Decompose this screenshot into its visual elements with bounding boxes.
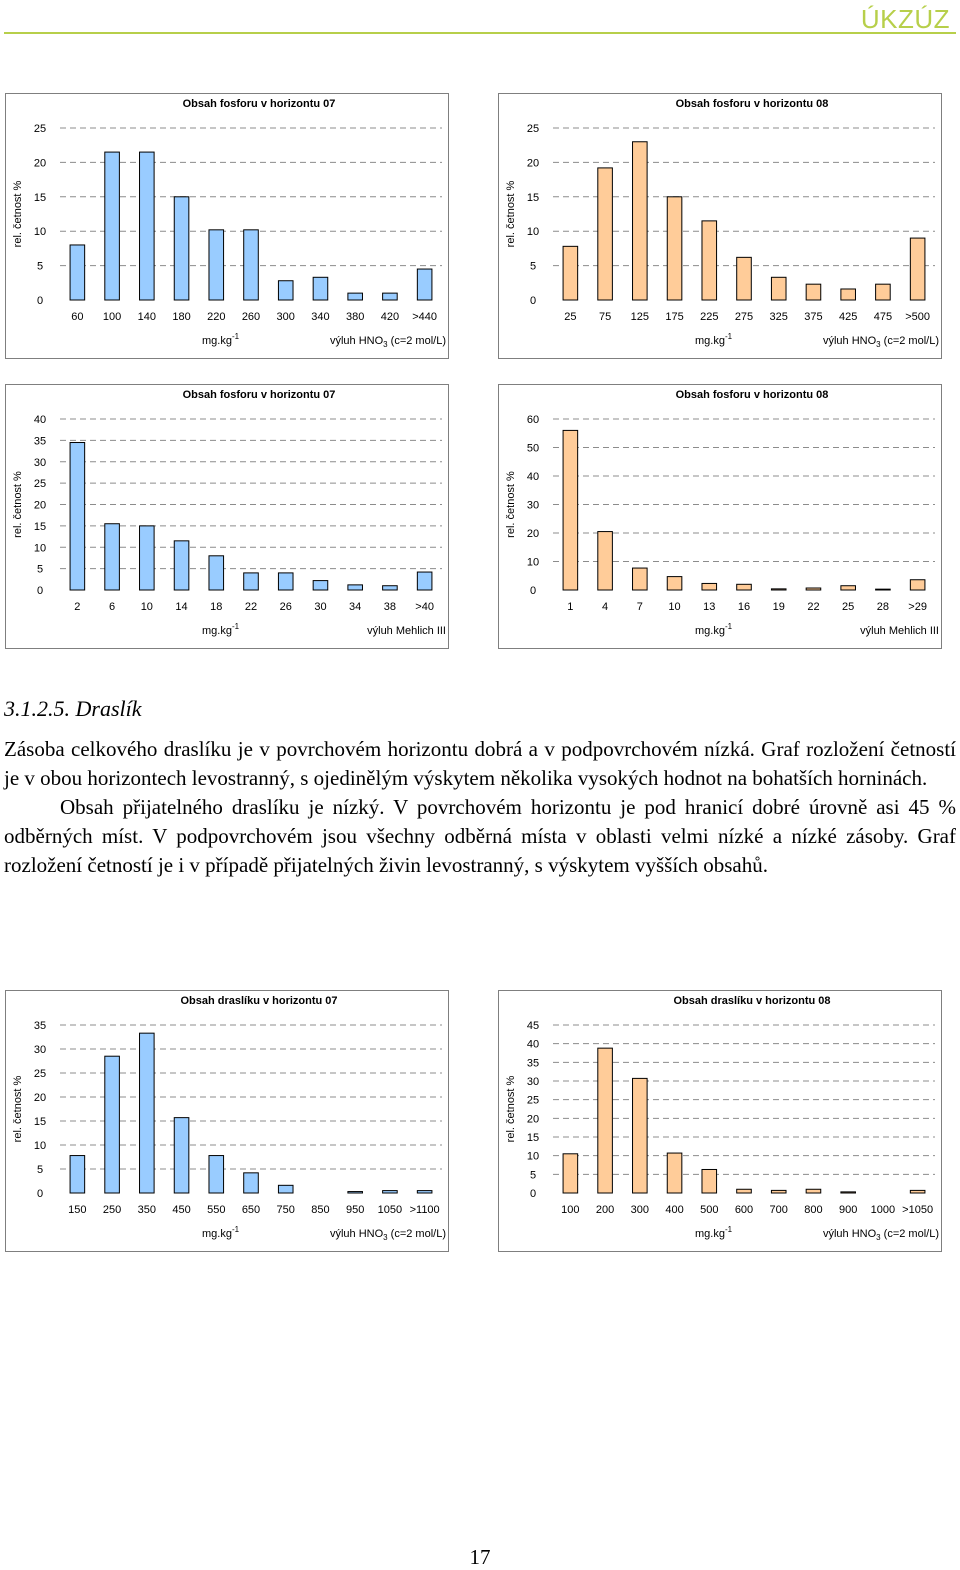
bar	[841, 289, 856, 300]
x-tick-label: 275	[734, 311, 754, 323]
x-tick-label: 250	[102, 1204, 122, 1216]
x-tick-label: 13	[703, 601, 716, 613]
bar	[910, 580, 925, 590]
x-tick-label: 125	[630, 311, 649, 323]
x-tick-label: 225	[700, 311, 719, 323]
bar	[771, 277, 786, 300]
method-tail: (c=2 mol/L)	[880, 335, 939, 347]
unit-text: mg.kg	[202, 625, 232, 637]
y-tick-label: 25	[33, 478, 47, 491]
method-tail: (c=2 mol/L)	[387, 335, 446, 347]
bar	[563, 1154, 578, 1193]
bar	[417, 1191, 432, 1193]
x-tick-label: 400	[665, 1204, 684, 1216]
bar	[313, 277, 328, 300]
bar	[417, 269, 432, 300]
x-tick-label: 1050	[377, 1204, 403, 1216]
method-subscript: 3	[383, 1233, 388, 1242]
bar	[910, 1190, 925, 1193]
unit-label	[202, 332, 240, 347]
bar	[633, 1078, 648, 1193]
bar	[174, 197, 189, 300]
y-tick-label: 25	[33, 1068, 47, 1080]
chart-svg	[6, 991, 450, 1253]
y-tick-label: 20	[33, 499, 47, 512]
y-tick-label: 25	[526, 1094, 540, 1107]
y-tick-label: 15	[33, 520, 47, 533]
bar	[383, 1191, 398, 1193]
y-tick-label: 0	[36, 295, 44, 307]
x-tick-label: 180	[172, 311, 191, 323]
y-tick-label: 20	[526, 1113, 540, 1126]
x-tick-label: 200	[595, 1204, 615, 1216]
method-text: výluh HNO	[822, 335, 877, 347]
x-tick-label: 2	[74, 601, 81, 613]
unit-superscript: -1	[231, 332, 240, 341]
x-tick-label: 600	[734, 1204, 754, 1216]
method-text: výluh HNO	[329, 335, 384, 347]
x-tick-label: 900	[839, 1204, 858, 1216]
bar	[278, 573, 293, 590]
bar	[383, 293, 398, 300]
chart-svg	[499, 991, 943, 1253]
x-tick-label: 26	[279, 601, 292, 613]
x-tick-label: 380	[346, 311, 365, 323]
y-axis-label: rel. četnost %	[505, 471, 517, 538]
y-tick-label: 40	[526, 1038, 540, 1051]
x-tick-label: 14	[175, 601, 188, 613]
y-tick-label: 15	[526, 1132, 540, 1144]
chart-svg	[499, 385, 943, 650]
y-tick-label: 10	[33, 542, 47, 555]
x-tick-label: 28	[876, 601, 890, 613]
unit-superscript: -1	[724, 1225, 733, 1234]
unit-text: mg.kg	[202, 335, 232, 347]
x-tick-label: 19	[772, 601, 785, 613]
y-tick-label: 40	[33, 414, 47, 426]
bar	[737, 584, 752, 590]
bar	[348, 293, 363, 300]
method-label	[330, 1228, 446, 1242]
bar	[633, 142, 648, 300]
x-tick-label: 30	[314, 601, 327, 613]
x-tick-label: 22	[807, 601, 820, 613]
method-tail: (c=2 mol/L)	[387, 1228, 446, 1240]
chart-potassium-hno3-h08	[498, 990, 942, 1252]
chart-potassium-hno3-h07	[5, 990, 449, 1252]
y-tick-label: 0	[529, 295, 537, 307]
y-tick-label: 35	[33, 435, 47, 448]
x-tick-label: 420	[380, 311, 400, 323]
bar	[105, 524, 120, 590]
bar	[105, 1056, 120, 1193]
y-tick-label: 15	[526, 191, 540, 204]
x-tick-label: 500	[700, 1204, 719, 1216]
x-tick-label: 700	[769, 1204, 788, 1216]
y-tick-label: 35	[33, 1020, 47, 1032]
method-label	[367, 625, 446, 637]
unit-superscript: -1	[724, 332, 733, 341]
bar	[348, 585, 363, 590]
y-tick-label: 60	[526, 414, 540, 426]
y-tick-label: 35	[526, 1057, 540, 1070]
x-tick-label: 340	[311, 311, 330, 323]
x-tick-label: 10	[668, 601, 681, 613]
chart-title: Obsah draslíku v horizontu 07	[180, 995, 338, 1007]
method-text: výluh Mehlich III	[367, 625, 446, 637]
x-tick-label: >1050	[902, 1204, 934, 1216]
bar	[771, 589, 786, 590]
y-tick-label: 15	[33, 1116, 47, 1128]
x-tick-label: 850	[311, 1204, 330, 1216]
x-tick-label: 220	[207, 311, 226, 323]
y-tick-label: 30	[33, 1044, 47, 1056]
y-tick-label: 10	[526, 1150, 540, 1163]
y-tick-label: 50	[526, 442, 540, 455]
chart-phosphorus-hno3-h07	[5, 93, 449, 359]
x-tick-label: 34	[349, 601, 362, 613]
x-tick-label: 18	[210, 601, 223, 613]
bar	[105, 152, 120, 300]
method-text: výluh Mehlich III	[860, 625, 939, 637]
bar	[598, 1048, 613, 1193]
unit-label	[695, 622, 733, 637]
chart-title: Obsah draslíku v horizontu 08	[673, 995, 831, 1007]
unit-text: mg.kg	[695, 335, 725, 347]
bar	[244, 230, 259, 300]
x-tick-label: 25	[564, 311, 577, 323]
x-tick-label: >29	[908, 601, 927, 613]
y-tick-label: 20	[33, 157, 47, 170]
x-tick-label: 1	[567, 601, 574, 613]
method-text: výluh HNO	[822, 1228, 877, 1240]
bar	[876, 589, 891, 590]
unit-text: mg.kg	[695, 625, 725, 637]
x-tick-label: 10	[140, 601, 153, 613]
bar	[563, 246, 578, 300]
x-tick-label: 100	[561, 1204, 580, 1216]
unit-superscript: -1	[231, 1225, 240, 1234]
chart-svg	[6, 94, 450, 360]
chart-svg	[6, 385, 450, 650]
y-axis-label: rel. četnost %	[505, 1075, 517, 1143]
y-tick-label: 10	[526, 226, 540, 239]
y-tick-label: 0	[529, 1188, 537, 1200]
x-tick-label: 325	[769, 311, 788, 323]
x-tick-label: >500	[905, 311, 931, 323]
bar	[244, 1173, 259, 1193]
bar	[702, 583, 717, 590]
bar	[841, 1192, 856, 1193]
x-tick-label: 4	[602, 601, 609, 613]
bar	[278, 1185, 293, 1193]
chart-title: Obsah fosforu v horizontu 07	[182, 98, 336, 110]
unit-superscript: -1	[231, 622, 240, 631]
bar	[633, 568, 648, 590]
x-tick-label: 25	[842, 601, 855, 613]
paragraph-1: Zásoba celkového draslíku je v povrchovém horizontu dobrá a v podpovrchovém nízká. Graf rozložení četností je v obou horizontech levostranný, s ojedinělým výskytem několika vysokých hodnot na bohatších horninách.	[4, 737, 956, 790]
chart-title: Obsah fosforu v horizontu 08	[675, 389, 829, 401]
unit-superscript: -1	[724, 622, 733, 631]
x-tick-label: 450	[172, 1204, 191, 1216]
bar	[140, 1033, 155, 1193]
bar	[417, 572, 432, 590]
text-section	[4, 694, 956, 880]
method-text: výluh HNO	[329, 1228, 384, 1240]
y-axis-label: rel. četnost %	[12, 471, 24, 538]
unit-text: mg.kg	[202, 1228, 232, 1240]
unit-label	[695, 332, 733, 347]
y-tick-label: 0	[36, 585, 44, 597]
y-tick-label: 10	[33, 226, 47, 239]
brand-logo-text: ÚKZÚZ	[860, 4, 950, 34]
method-label	[330, 335, 446, 349]
bar	[140, 152, 155, 300]
header-rule	[4, 32, 956, 34]
x-tick-label: 175	[665, 311, 684, 323]
x-tick-label: 6	[109, 601, 116, 613]
bar	[667, 197, 682, 300]
y-tick-label: 0	[36, 1188, 44, 1200]
x-tick-label: 300	[630, 1204, 649, 1216]
x-tick-label: 650	[241, 1204, 261, 1216]
bar	[702, 221, 717, 300]
bar	[70, 1156, 85, 1193]
y-axis-label: rel. četnost %	[12, 180, 24, 248]
method-subscript: 3	[876, 1233, 881, 1242]
bar	[841, 586, 856, 590]
y-tick-label: 25	[526, 123, 540, 135]
bar	[563, 430, 578, 590]
bar	[667, 1153, 682, 1193]
paragraph-2: Obsah přijatelného draslíku je nízký. V povrchovém horizontu je pod hranicí dobré úrovně asi 45 % odběrných míst. V podpovrchovém jsou všechny odběrná místa v oblasti velmi nízké a nízké zásoby. Graf rozložení četností je i v případě přijatelných živin levostranný, s výskytem vyšších obsahů.	[4, 795, 956, 877]
y-tick-label: 25	[33, 123, 47, 135]
method-label	[860, 625, 939, 637]
y-tick-label: 30	[526, 499, 540, 512]
y-tick-label: 0	[529, 585, 537, 597]
chart-title: Obsah fosforu v horizontu 07	[182, 389, 336, 401]
x-tick-label: 550	[207, 1204, 226, 1216]
y-tick-label: 5	[36, 1164, 44, 1176]
x-tick-label: 100	[102, 311, 122, 323]
bar	[70, 245, 85, 300]
y-tick-label: 20	[33, 1092, 47, 1104]
bar	[244, 573, 259, 590]
y-tick-label: 5	[529, 1169, 537, 1182]
y-tick-label: 30	[33, 456, 47, 469]
bar	[737, 1189, 752, 1193]
y-tick-label: 20	[526, 528, 540, 540]
x-tick-label: >1100	[409, 1204, 440, 1216]
chart-phosphorus-mehlich-h08	[498, 384, 942, 649]
y-tick-label: 45	[526, 1020, 540, 1032]
bar	[140, 526, 155, 590]
y-tick-label: 5	[36, 563, 44, 576]
bar	[348, 1192, 363, 1193]
bar	[806, 284, 821, 300]
y-tick-label: 10	[33, 1140, 47, 1152]
bar	[209, 1156, 224, 1193]
chart-phosphorus-mehlich-h07	[5, 384, 449, 649]
bar	[174, 541, 189, 590]
method-label	[823, 1228, 939, 1242]
bar	[667, 577, 682, 590]
y-tick-label: 5	[529, 260, 537, 273]
bar	[771, 1190, 786, 1193]
x-tick-label: 425	[839, 311, 858, 323]
method-tail: (c=2 mol/L)	[880, 1228, 939, 1240]
bar	[910, 238, 925, 300]
chart-svg	[499, 94, 943, 360]
method-subscript: 3	[383, 340, 388, 349]
x-tick-label: 7	[636, 601, 643, 613]
x-tick-label: 16	[737, 601, 751, 613]
x-tick-label: 38	[383, 601, 397, 613]
y-axis-label: rel. četnost %	[505, 180, 517, 248]
bar	[806, 1189, 821, 1193]
bar	[702, 1169, 717, 1193]
x-tick-label: >440	[412, 311, 438, 323]
y-tick-label: 20	[526, 157, 540, 170]
x-tick-label: 750	[276, 1204, 295, 1216]
bar	[70, 443, 85, 590]
bar	[209, 556, 224, 590]
unit-label	[202, 622, 240, 637]
y-tick-label: 30	[526, 1076, 540, 1088]
x-tick-label: 300	[276, 311, 295, 323]
x-tick-label: 75	[598, 311, 612, 323]
page-number: 17	[469, 1545, 491, 1569]
x-tick-label: 475	[873, 311, 893, 323]
x-tick-label: 950	[346, 1204, 365, 1216]
unit-label	[202, 1225, 240, 1240]
chart-title: Obsah fosforu v horizontu 08	[675, 98, 829, 110]
unit-text: mg.kg	[695, 1228, 725, 1240]
bar	[598, 532, 613, 590]
bar	[209, 230, 224, 300]
x-tick-label: 375	[804, 311, 823, 323]
method-subscript: 3	[876, 340, 881, 349]
bar	[876, 284, 891, 300]
x-tick-label: 260	[241, 311, 261, 323]
y-tick-label: 15	[33, 191, 47, 204]
x-tick-label: 140	[137, 311, 156, 323]
bar	[383, 586, 398, 590]
y-tick-label: 5	[36, 260, 44, 273]
bar	[313, 581, 328, 590]
x-tick-label: >40	[415, 601, 434, 613]
bar	[737, 257, 752, 300]
x-tick-label: 800	[804, 1204, 823, 1216]
y-tick-label: 40	[526, 471, 540, 483]
x-tick-label: 1000	[870, 1204, 896, 1216]
x-tick-label: 60	[71, 311, 84, 323]
bar	[174, 1118, 189, 1193]
bar	[278, 281, 293, 300]
x-tick-label: 350	[137, 1204, 156, 1216]
y-tick-label: 10	[526, 556, 540, 569]
unit-label	[695, 1225, 733, 1240]
bar	[598, 168, 613, 300]
y-axis-label: rel. četnost %	[12, 1075, 24, 1143]
bar	[806, 588, 821, 590]
method-label	[823, 335, 939, 349]
x-tick-label: 22	[244, 601, 258, 613]
x-tick-label: 150	[68, 1204, 87, 1216]
section-heading: 3.1.2.5. Draslík	[4, 696, 142, 721]
chart-phosphorus-hno3-h08	[498, 93, 942, 359]
